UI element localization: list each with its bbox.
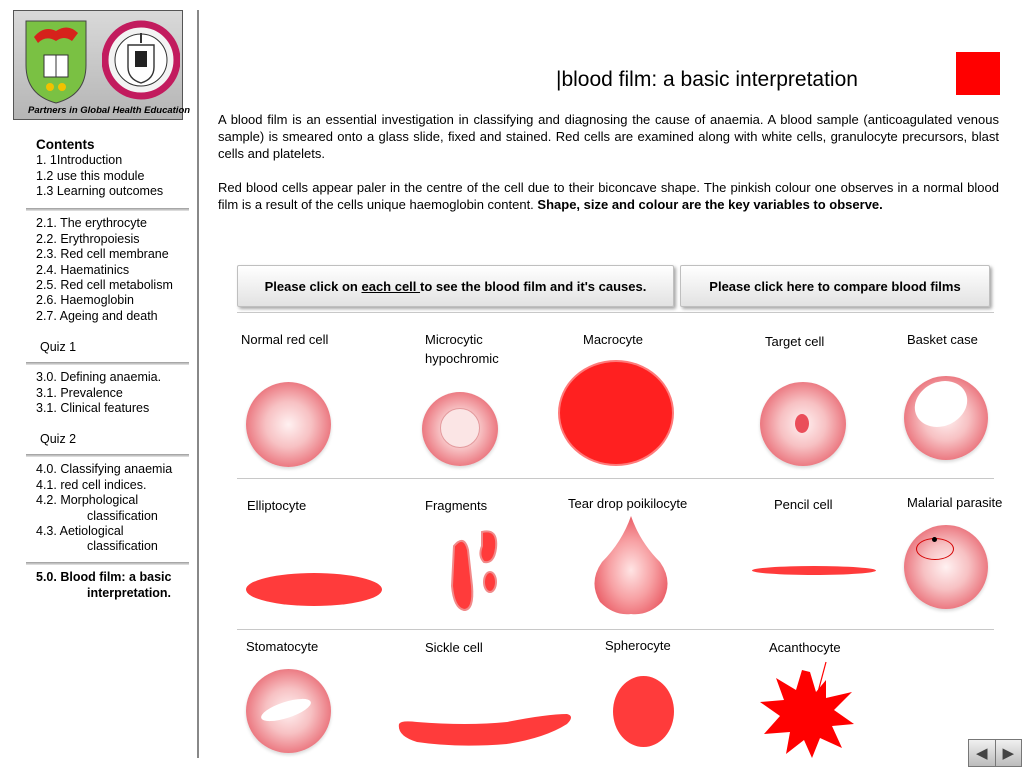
label-normal-red-cell: Normal red cell <box>241 332 329 347</box>
nav-item-learning-outcomes[interactable]: 1.3 Learning outcomes <box>36 184 164 198</box>
microcytic-cell[interactable] <box>422 392 498 466</box>
label-basket-case: Basket case <box>907 332 978 347</box>
intro-paragraph-2 <box>218 179 999 213</box>
parasite-dot <box>932 537 937 542</box>
nav-item-red-cell-indices[interactable]: 4.1. red cell indices. <box>36 478 147 492</box>
intro-paragraph-2-bold: Shape, size and colour are the key variables to observe. <box>537 197 883 212</box>
nav-item-introduction[interactable]: 1. 1Introduction <box>36 153 123 167</box>
nav-item-classifying-anaemia[interactable]: 4.0. Classifying anaemia <box>36 462 173 476</box>
nav-separator <box>26 362 189 365</box>
click-each-cell-suffix: to see the blood film and it's causes. <box>420 278 647 294</box>
normal-red-cell[interactable] <box>246 382 331 467</box>
label-stomatocyte: Stomatocyte <box>246 639 319 654</box>
label-malarial-parasite: Malarial parasite <box>907 495 1003 510</box>
label-fragments: Fragments <box>425 498 488 513</box>
nav-item-prevalence[interactable]: 3.1. Prevalence <box>36 386 123 400</box>
click-each-cell-prefix: Please click on <box>264 278 362 294</box>
label-acanthocyte: Acanthocyte <box>769 640 841 655</box>
ucl-crest-icon <box>20 15 92 107</box>
nav-item-clinical-features[interactable]: 3.1. Clinical features <box>36 401 150 415</box>
microcytic-pale-centre <box>440 408 480 448</box>
sickle-cell[interactable] <box>397 708 573 750</box>
nav-separator <box>26 454 189 457</box>
nav-item-haematinics[interactable]: 2.4. Haematinics <box>36 263 130 277</box>
stomatocyte-slit <box>259 694 313 725</box>
target-cell[interactable] <box>760 382 846 466</box>
label-target-cell: Target cell <box>765 334 825 349</box>
page-navigation <box>968 739 1022 767</box>
acanthocyte-cell[interactable] <box>756 658 860 764</box>
nav-item-quiz-2[interactable]: Quiz 2 <box>40 432 77 446</box>
contents-heading: Contents <box>36 137 95 152</box>
elliptocyte-cell[interactable] <box>246 573 382 606</box>
partners-logo <box>13 10 191 120</box>
label-hypochromic: hypochromic <box>425 351 499 366</box>
nav-separator <box>26 208 189 211</box>
label-tear-drop: Tear drop poikilocyte <box>568 496 688 511</box>
next-page-icon[interactable]: ▶ <box>995 740 1022 766</box>
nav-item-morphological[interactable]: 4.2. Morphological <box>36 493 139 507</box>
label-elliptocyte: Elliptocyte <box>247 498 307 513</box>
tear-drop-cell[interactable] <box>588 514 674 616</box>
row-divider <box>237 312 994 313</box>
nav-item-ageing-death[interactable]: 2.7. Ageing and death <box>36 309 158 323</box>
label-microcytic: Microcytic <box>425 332 483 347</box>
intro-paragraph-2-text: Red blood cells appear paler in the centre of the cell due to their biconcave shape. The pinkish colour one observes in a normal blood film is a result of the cells unique haemoglobin content. <box>218 180 999 212</box>
row-divider <box>237 629 994 630</box>
page-title: |blood film: a basic interpretation <box>556 68 858 91</box>
red-square-marker <box>956 52 1000 95</box>
sidebar-divider <box>197 10 199 758</box>
malarial-parasite-cell[interactable] <box>904 525 988 609</box>
nav-item-use-module[interactable]: 1.2 use this module <box>36 169 145 183</box>
label-sickle-cell: Sickle cell <box>425 640 483 655</box>
nav-item-red-cell-metabolism[interactable]: 2.5. Red cell metabolism <box>36 278 173 292</box>
label-spherocyte: Spherocyte <box>605 638 671 653</box>
nav-item-aetiological-cont[interactable]: classification <box>87 539 158 553</box>
logo-tagline: Partners in Global Health Education <box>28 105 191 116</box>
pencil-cell[interactable] <box>752 566 876 575</box>
click-each-cell-button[interactable] <box>237 265 674 307</box>
nav-item-red-cell-membrane[interactable]: 2.3. Red cell membrane <box>36 247 169 261</box>
nav-item-erythrocyte[interactable]: 2.1. The erythrocyte <box>36 216 147 230</box>
nav-item-defining-anaemia[interactable]: 3.0. Defining anaemia. <box>36 370 162 384</box>
click-each-cell-underlined: each cell <box>361 278 421 294</box>
target-cell-centre <box>795 414 809 433</box>
label-macrocyte: Macrocyte <box>583 332 643 347</box>
label-pencil-cell: Pencil cell <box>774 497 833 512</box>
nav-item-erythropoiesis[interactable]: 2.2. Erythropoiesis <box>36 232 140 246</box>
row-divider <box>237 478 994 479</box>
macrocyte-cell[interactable] <box>558 360 674 466</box>
nav-item-quiz-1[interactable]: Quiz 1 <box>40 340 77 354</box>
compare-blood-films-button[interactable]: Please click here to compare blood films <box>680 265 990 307</box>
nav-separator <box>26 562 189 565</box>
intro-paragraph-1: A blood film is an essential investigation in classifying and diagnosing the cause of anaemia. A blood sample (anticoagulated venous sample) is smeared onto a glass slide, fixed and stained. Red cells are examined along with white cells, granulocyte precursors, blast cells and platelets. <box>218 112 999 161</box>
nav-item-blood-film-current[interactable]: 5.0. Blood film: a basic <box>36 570 172 584</box>
ibadan-seal-icon <box>102 15 180 105</box>
nav-item-blood-film-current-cont[interactable]: interpretation. <box>87 586 172 600</box>
prev-page-icon[interactable]: ◀ <box>975 745 988 762</box>
nav-item-haemoglobin[interactable]: 2.6. Haemoglobin <box>36 293 134 307</box>
fragments-cell[interactable] <box>442 526 504 616</box>
nav-item-morphological-cont[interactable]: classification <box>87 509 158 523</box>
stomatocyte-cell[interactable] <box>246 669 331 753</box>
nav-item-aetiological[interactable]: 4.3. Aetiological <box>36 524 124 538</box>
basket-cell[interactable] <box>904 376 988 460</box>
spherocyte-cell[interactable] <box>613 676 674 747</box>
basket-cell-vacuole <box>907 373 975 436</box>
